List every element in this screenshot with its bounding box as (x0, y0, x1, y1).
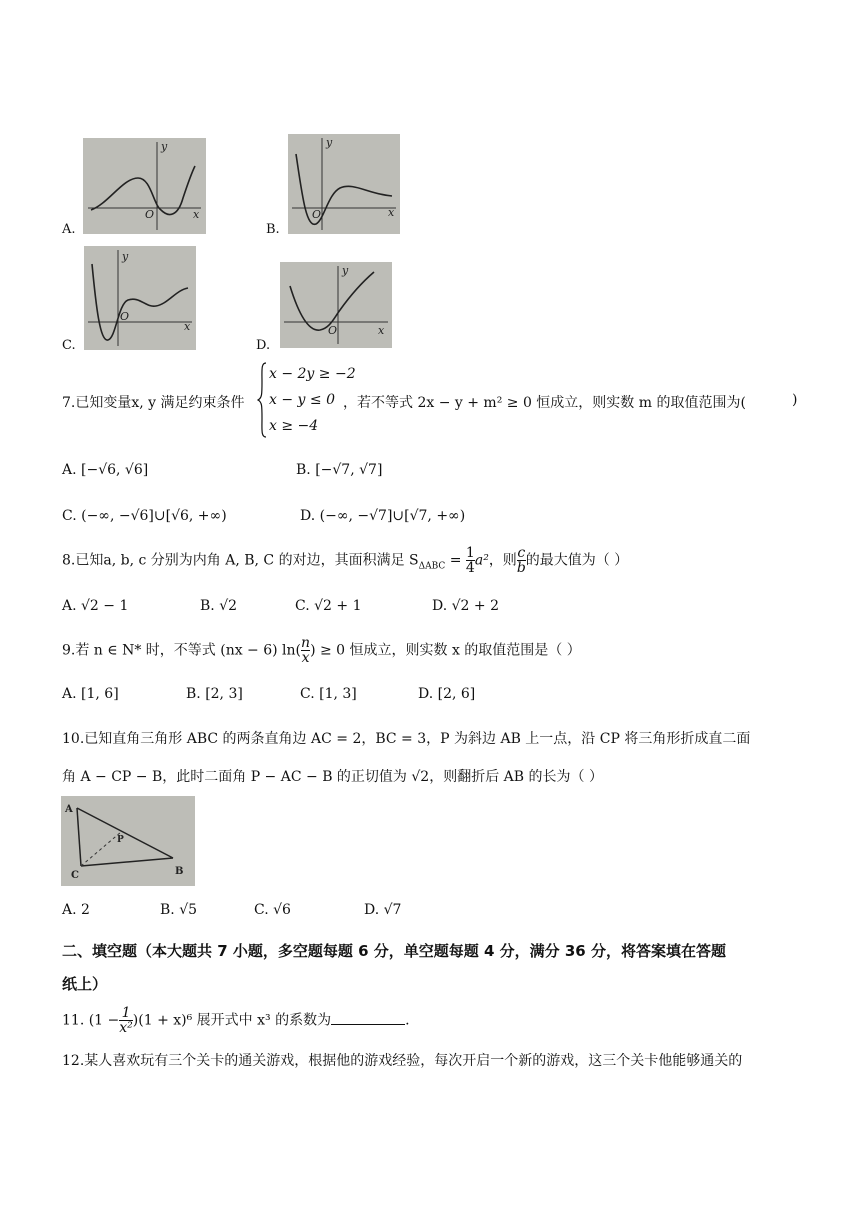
section-2-heading-line2: 纸上） (62, 975, 108, 993)
q9-option-b: B. [2, 3] (186, 686, 243, 702)
answer-blank[interactable] (331, 1010, 405, 1025)
q9-frac-num: n (301, 635, 311, 651)
q7-constraint-2: x − y ≤ 0 (269, 392, 335, 408)
q8-stem-post: 的最大值为（ ） (525, 552, 629, 569)
option-d-label: D. (256, 338, 271, 353)
graph-d (280, 262, 392, 348)
fig-label-p: P (117, 835, 124, 845)
q12-stem: 12.某人喜欢玩有三个关卡的通关游戏，根据他的游戏经验，每次开启一个新的游戏，这三个关卡他能够通关的 (62, 1053, 743, 1069)
q9-stem-pre: 9.若 n ∈ N* 时，不等式 (nx − 6) ln( (62, 642, 302, 659)
svg-text:O: O (328, 324, 338, 337)
q9-stem (62, 636, 581, 665)
q8-mid: ，则 (488, 552, 517, 569)
q7-constraint-3: x ≥ −4 (269, 418, 319, 434)
q9-stem-post: ) ≥ 0 恒成立，则实数 x 的取值范围是（ ） (310, 642, 581, 659)
graph-c (84, 246, 196, 350)
svg-text:x: x (378, 324, 385, 337)
triangle-figure (61, 796, 195, 886)
q8-option-b: B. √2 (200, 598, 238, 614)
q9-fraction (301, 636, 310, 665)
brace-icon (257, 362, 267, 438)
q8-eq: = (445, 552, 466, 569)
svg-text:O: O (312, 208, 322, 221)
q7-paren-close: ) (792, 392, 798, 408)
option-a-label: A. (62, 222, 76, 237)
q11-stem (62, 1006, 410, 1035)
q8-option-a: A. √2 − 1 (62, 598, 129, 614)
q8-option-c: C. √2 + 1 (295, 598, 362, 614)
q8-option-d: D. √2 + 2 (432, 598, 499, 614)
q8-frac-den: 4 (465, 560, 475, 576)
fig-label-c: C (71, 870, 79, 881)
fig-label-a: A (65, 804, 73, 815)
q8-a2: a² (474, 552, 489, 569)
section-2-heading-line1: 二、填空题（本大题共 7 小题，多空题每题 6 分，单空题每题 4 分，满分 36 分，将答案填在答题 (62, 942, 726, 960)
q8-stem-pre: 8.已知a, b, c 分别为内角 A, B, C 的对边，其面积满足 S (62, 552, 419, 569)
q9-option-d: D. [2, 6] (418, 686, 476, 702)
q10-line1: 10.已知直角三角形 ABC 的两条直角边 AC = 2，BC = 3，P 为斜边 AB 上一点，沿 CP 将三角形折成直二面 (62, 731, 751, 747)
q7-constraint-1: x − 2y ≥ −2 (269, 366, 356, 382)
option-c-label: C. (62, 338, 76, 353)
q9-option-a: A. [1, 6] (62, 686, 119, 702)
q7-option-d: D. (−∞, −√7]∪[√7, +∞) (300, 508, 466, 524)
q7-stem-post: ，若不等式 2x − y + m² ≥ 0 恒成立，则实数 m 的取值范围为( (343, 395, 746, 411)
q11-fraction (119, 1006, 133, 1035)
q11-end: . (405, 1012, 410, 1029)
q11-frac-num: 1 (121, 1005, 131, 1021)
graph-a (83, 138, 206, 234)
svg-text:x: x (388, 206, 395, 219)
q10-option-d: D. √7 (364, 902, 402, 918)
q8-frac2-den: b (516, 560, 526, 576)
q8-fraction (466, 546, 475, 575)
q10-option-c: C. √6 (254, 902, 291, 918)
svg-text:y: y (342, 264, 349, 277)
q8-frac-num: 1 (465, 545, 475, 561)
q7-option-b: B. [−√7, √7] (296, 462, 383, 478)
svg-text:x: x (193, 208, 200, 221)
q9-option-c: C. [1, 3] (300, 686, 357, 702)
option-b-label: B. (266, 222, 280, 237)
q10-line2: 角 A − CP − B，此时二面角 P − AC − B 的正切值为 √2，则翻折后 AB 的长为（ ） (62, 769, 603, 785)
q8-fraction-cb (517, 546, 526, 575)
q11-post: )(1 + x)⁶ 展开式中 x³ 的系数为 (132, 1012, 332, 1029)
q9-frac-den: x (301, 650, 310, 666)
svg-text:O: O (120, 310, 130, 323)
q10-option-a: A. 2 (62, 902, 90, 918)
q7-stem: 7.已知变量x, y 满足约束条件 (62, 395, 245, 411)
svg-text:x: x (184, 320, 191, 333)
svg-text:y: y (122, 250, 129, 263)
q11-pre: 11. (1 − (62, 1012, 120, 1029)
q8-frac2-num: c (517, 545, 526, 561)
svg-text:y: y (326, 136, 333, 149)
q8-stem (62, 546, 628, 575)
fig-label-b: B (175, 866, 184, 877)
q7-option-c: C. (−∞, −√6]∪[√6, +∞) (62, 508, 227, 524)
q11-frac-den: x² (119, 1020, 133, 1036)
q8-sub: ΔABC (418, 561, 446, 572)
q10-option-b: B. √5 (160, 902, 198, 918)
svg-text:O: O (145, 208, 155, 221)
svg-text:y: y (161, 140, 168, 153)
graph-b (288, 134, 400, 234)
q7-option-a: A. [−√6, √6] (62, 462, 149, 478)
